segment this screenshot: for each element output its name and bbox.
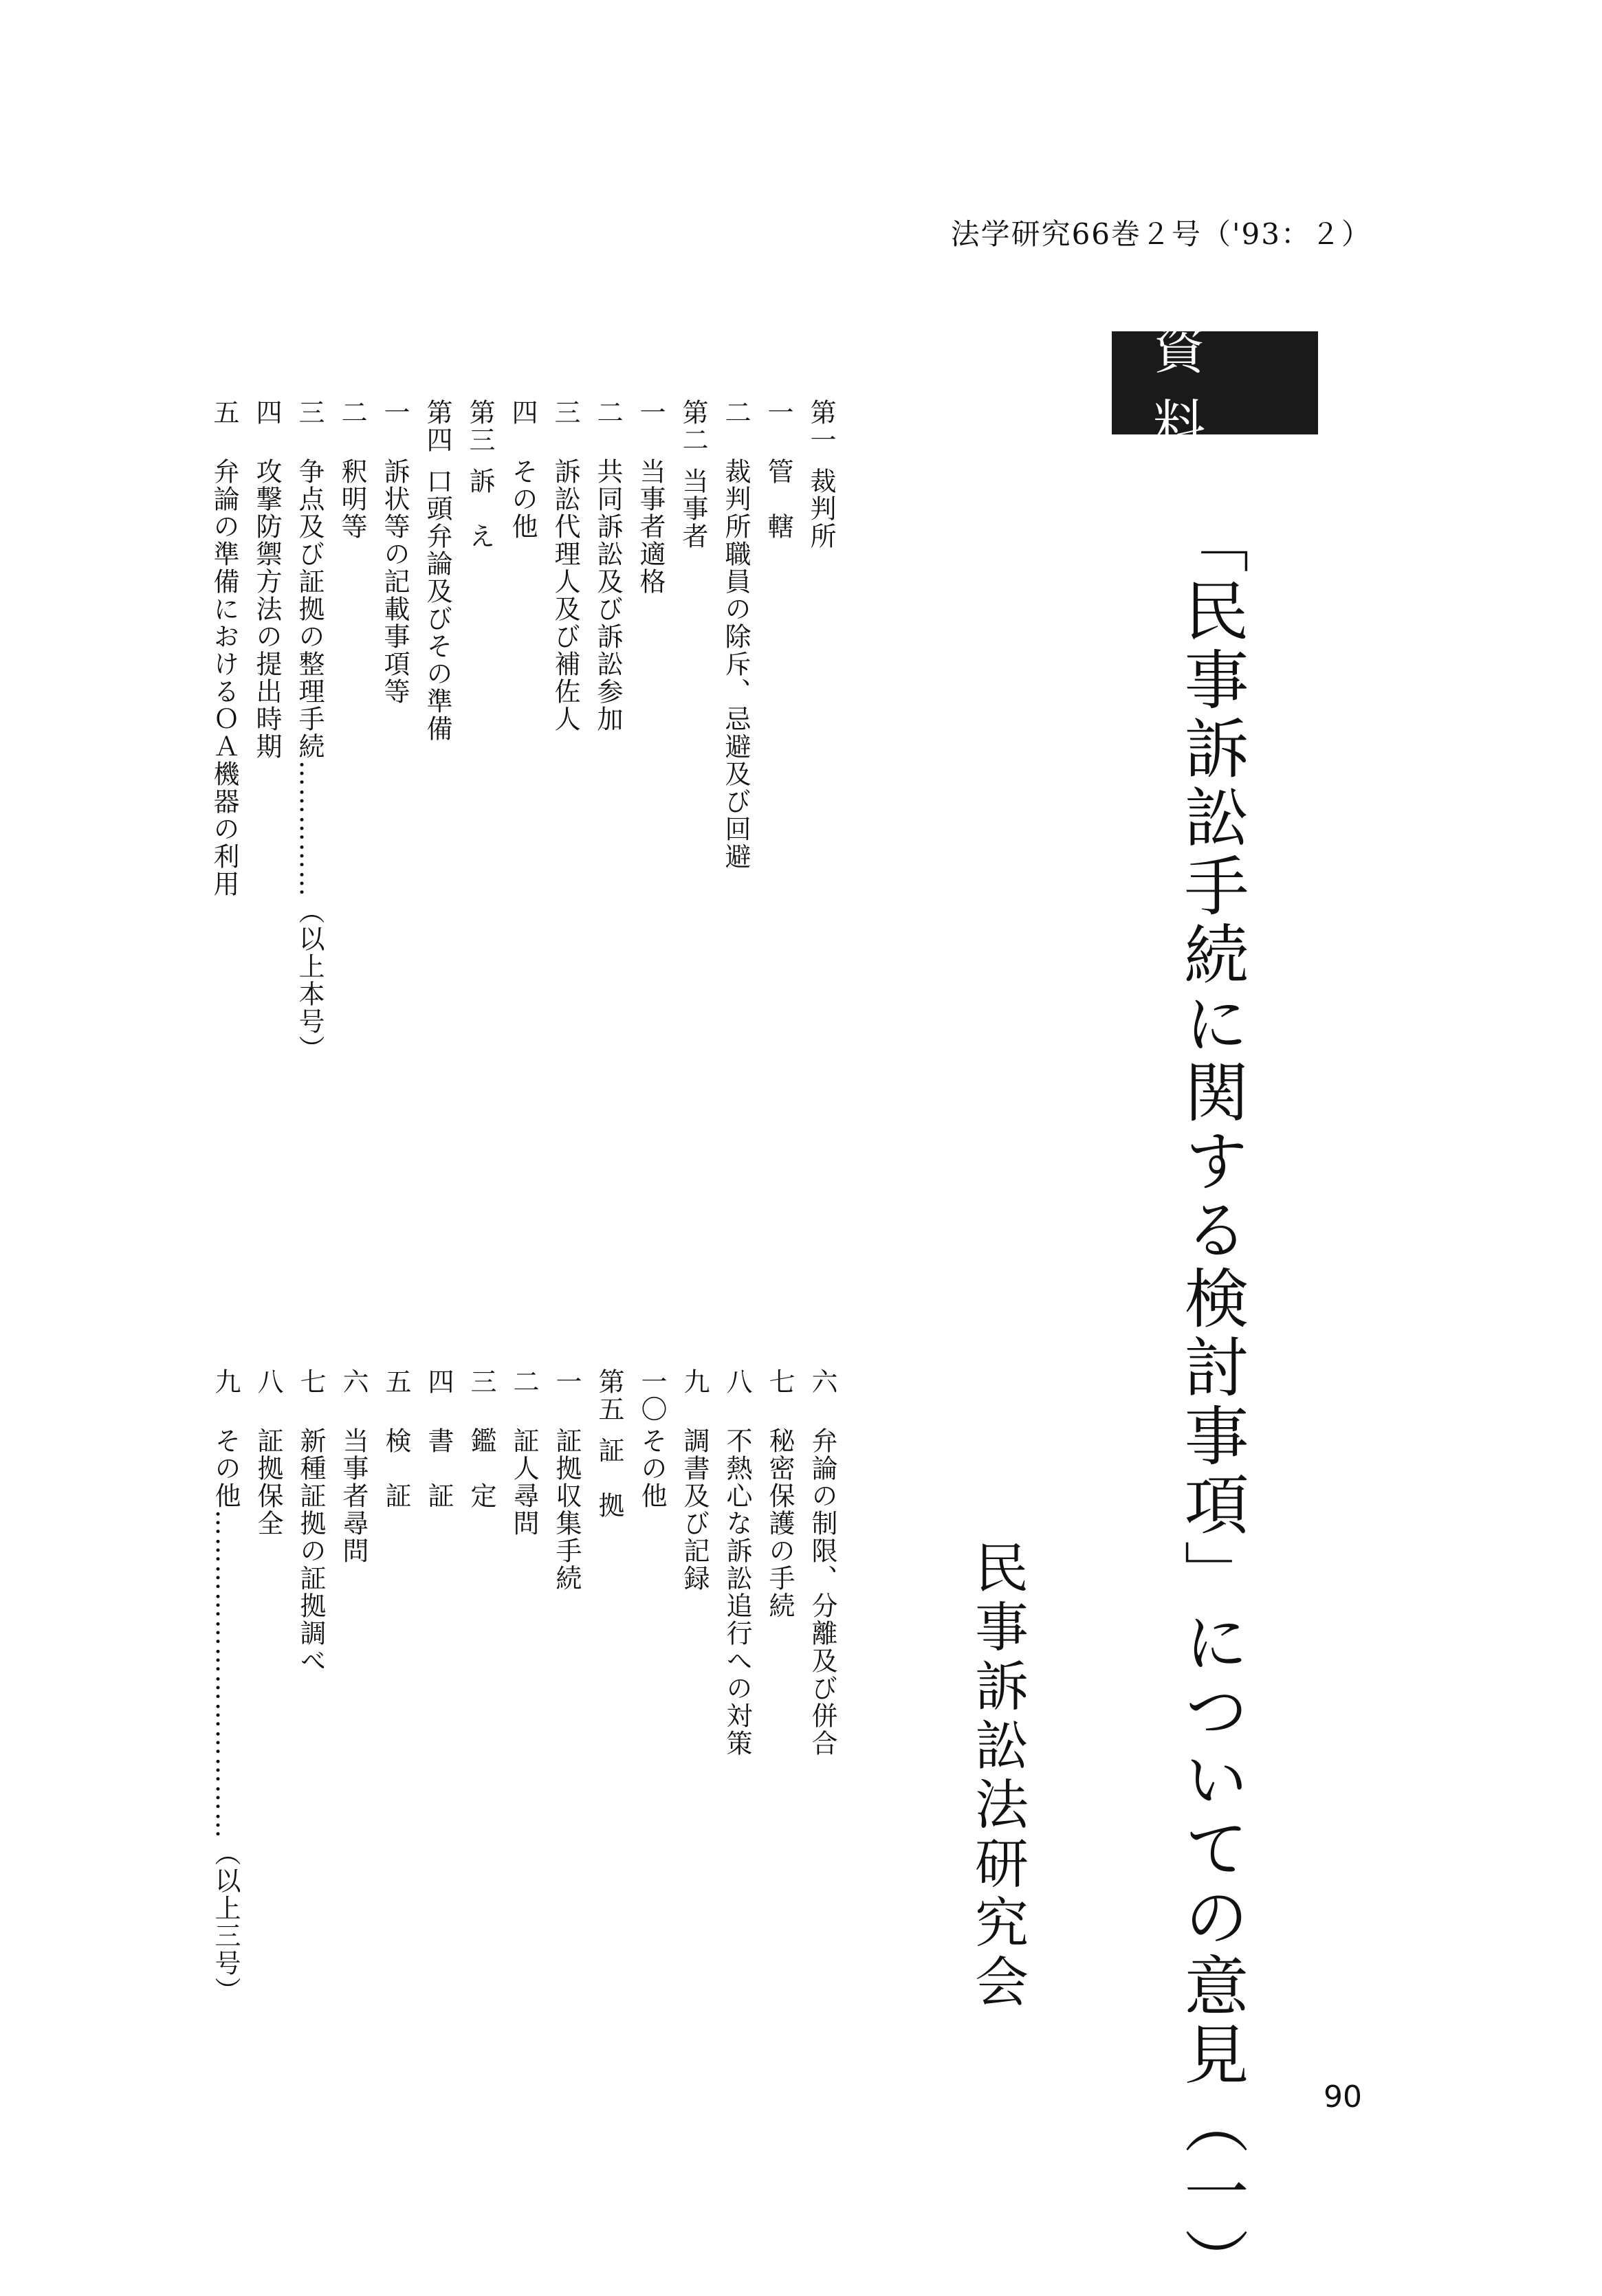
section-label: 資料 [1112,331,1318,434]
toc-entry [801,1368,844,2138]
toc-entry-number: 二 [593,399,623,426]
toc-entry-number: 二 [721,399,751,426]
toc-entry-number: 六 [807,1368,837,1395]
toc-entry-number: 一 [380,399,410,426]
toc-entry-text: 証人尋問 [509,1427,539,1537]
table-of-contents-part1 [203,399,842,1189]
toc-entry-number: 九 [210,1368,241,1395]
toc-entry [503,1368,545,2138]
toc-entry [247,1368,289,2138]
toc-entry [545,1368,588,2138]
toc-entry [800,399,842,1189]
toc-entry [459,399,501,1189]
toc-entry-text: 攻撃防禦方法の提出時期 [252,458,282,760]
toc-entry-number: 一〇 [637,1368,667,1423]
toc-entry [629,399,672,1189]
toc-entry-text: 当事者適格 [635,458,666,595]
journal-header: 法学研究66巻２号（'93：２） [950,217,1372,251]
toc-entry [673,1368,716,2138]
toc-entry-number: 八 [722,1368,752,1395]
toc-entry-text: 訴状等の記載事項等 [380,458,410,705]
toc-entry [460,1368,503,2138]
toc-entry-text: 弁論の制限、分離及び併合 [807,1427,837,1757]
toc-entry [288,399,331,1189]
toc-entry-number: 四 [252,399,282,426]
article-author: 民事訴訟法研究会 [966,1540,1028,2013]
toc-entry-text: 検 証 [381,1427,411,1510]
toc-entry-text: 不熱心な訴訟追行への対策 [722,1427,752,1757]
toc-entry [245,399,288,1189]
toc-entry [758,1368,801,2138]
toc-entry-number: 六 [338,1368,369,1395]
toc-entry-text: 訴 え [465,467,495,550]
toc-entry-number: 一 [551,1368,582,1395]
toc-entry-text: 証拠収集手続 [551,1427,582,1592]
toc-entry [757,399,800,1189]
toc-entry-text: その他 [507,458,538,540]
toc-entry [332,1368,375,2138]
page-number: 90 [1324,2079,1362,2115]
toc-entry-text: 証 拠 [594,1437,624,1519]
toc-entry-text: 秘密保護の手続 [765,1427,795,1620]
toc-entry-number: 二 [337,399,367,426]
toc-entry-number: 九 [679,1368,710,1395]
toc-entry [586,399,629,1189]
toc-entry-number: 二 [509,1368,539,1395]
toc-entry [416,399,459,1189]
toc-entry-text: 釈明等 [337,458,367,540]
toc-entry-number: 七 [296,1368,326,1395]
toc-entry-number: 一 [763,399,793,426]
toc-entry [375,1368,417,2138]
toc-entry [501,399,544,1189]
toc-entry-number: 第五 [594,1368,624,1423]
toc-entry [716,1368,758,2138]
toc-entry-number: 第一 [806,399,836,454]
toc-entry [714,399,757,1189]
toc-entry-number: 七 [765,1368,795,1395]
toc-entry [588,1368,630,2138]
toc-entry-number: 五 [209,399,239,426]
toc-entry-text: 当事者 [678,467,708,550]
toc-entry-text: 争点及び証拠の整理手続……………（以上本号） [294,458,325,1063]
toc-entry-number: 五 [381,1368,411,1395]
toc-entry-text: 鑑 定 [466,1427,496,1510]
toc-entry-text: 書 証 [424,1427,454,1510]
toc-entry-number: 三 [550,399,580,426]
toc-entry-number: 一 [635,399,666,426]
table-of-contents-part2 [204,1368,844,2138]
toc-entry [203,399,245,1189]
toc-entry-number: 第三 [465,399,495,454]
toc-entry-text: 訴訟代理人及び補佐人 [550,458,580,733]
toc-entry-number: 三 [294,399,325,426]
toc-entry-number: 三 [466,1368,496,1395]
toc-entry-number: 第二 [678,399,708,454]
toc-entry-number: 第四 [422,399,452,454]
toc-entry-text: 口頭弁論及びその準備 [422,467,452,742]
toc-entry [672,399,714,1189]
toc-entry [331,399,373,1189]
toc-entry [630,1368,673,2138]
toc-entry [544,399,586,1189]
toc-entry-number: 四 [424,1368,454,1395]
toc-entry-number: 八 [253,1368,283,1395]
toc-entry-text: 当事者尋問 [338,1427,369,1565]
toc-entry-text: 証拠保全 [253,1427,283,1537]
toc-entry-text: 弁論の準備におけるＯＡ機器の利用 [209,458,239,898]
toc-entry-text: 共同訴訟及び訴訟参加 [593,458,623,733]
toc-entry-text: 裁判所 [806,467,836,550]
toc-entry [289,1368,332,2138]
toc-entry [204,1368,247,2138]
toc-entry-text: 新種証拠の証拠調べ [296,1427,326,1675]
toc-entry-number: 四 [507,399,538,426]
toc-entry-text: 裁判所職員の除斥、忌避及び回避 [721,458,751,870]
toc-entry [373,399,416,1189]
toc-entry-text: その他………………………………（以上三号） [210,1427,241,2005]
toc-entry-text: 調書及び記録 [679,1427,710,1592]
toc-entry-text: その他 [637,1427,667,1510]
toc-entry-text: 管 轄 [763,458,793,540]
article-title: 「民事訴訟手続に関する検討事項」についての意見（一） [1173,509,1248,2296]
toc-entry [417,1368,460,2138]
